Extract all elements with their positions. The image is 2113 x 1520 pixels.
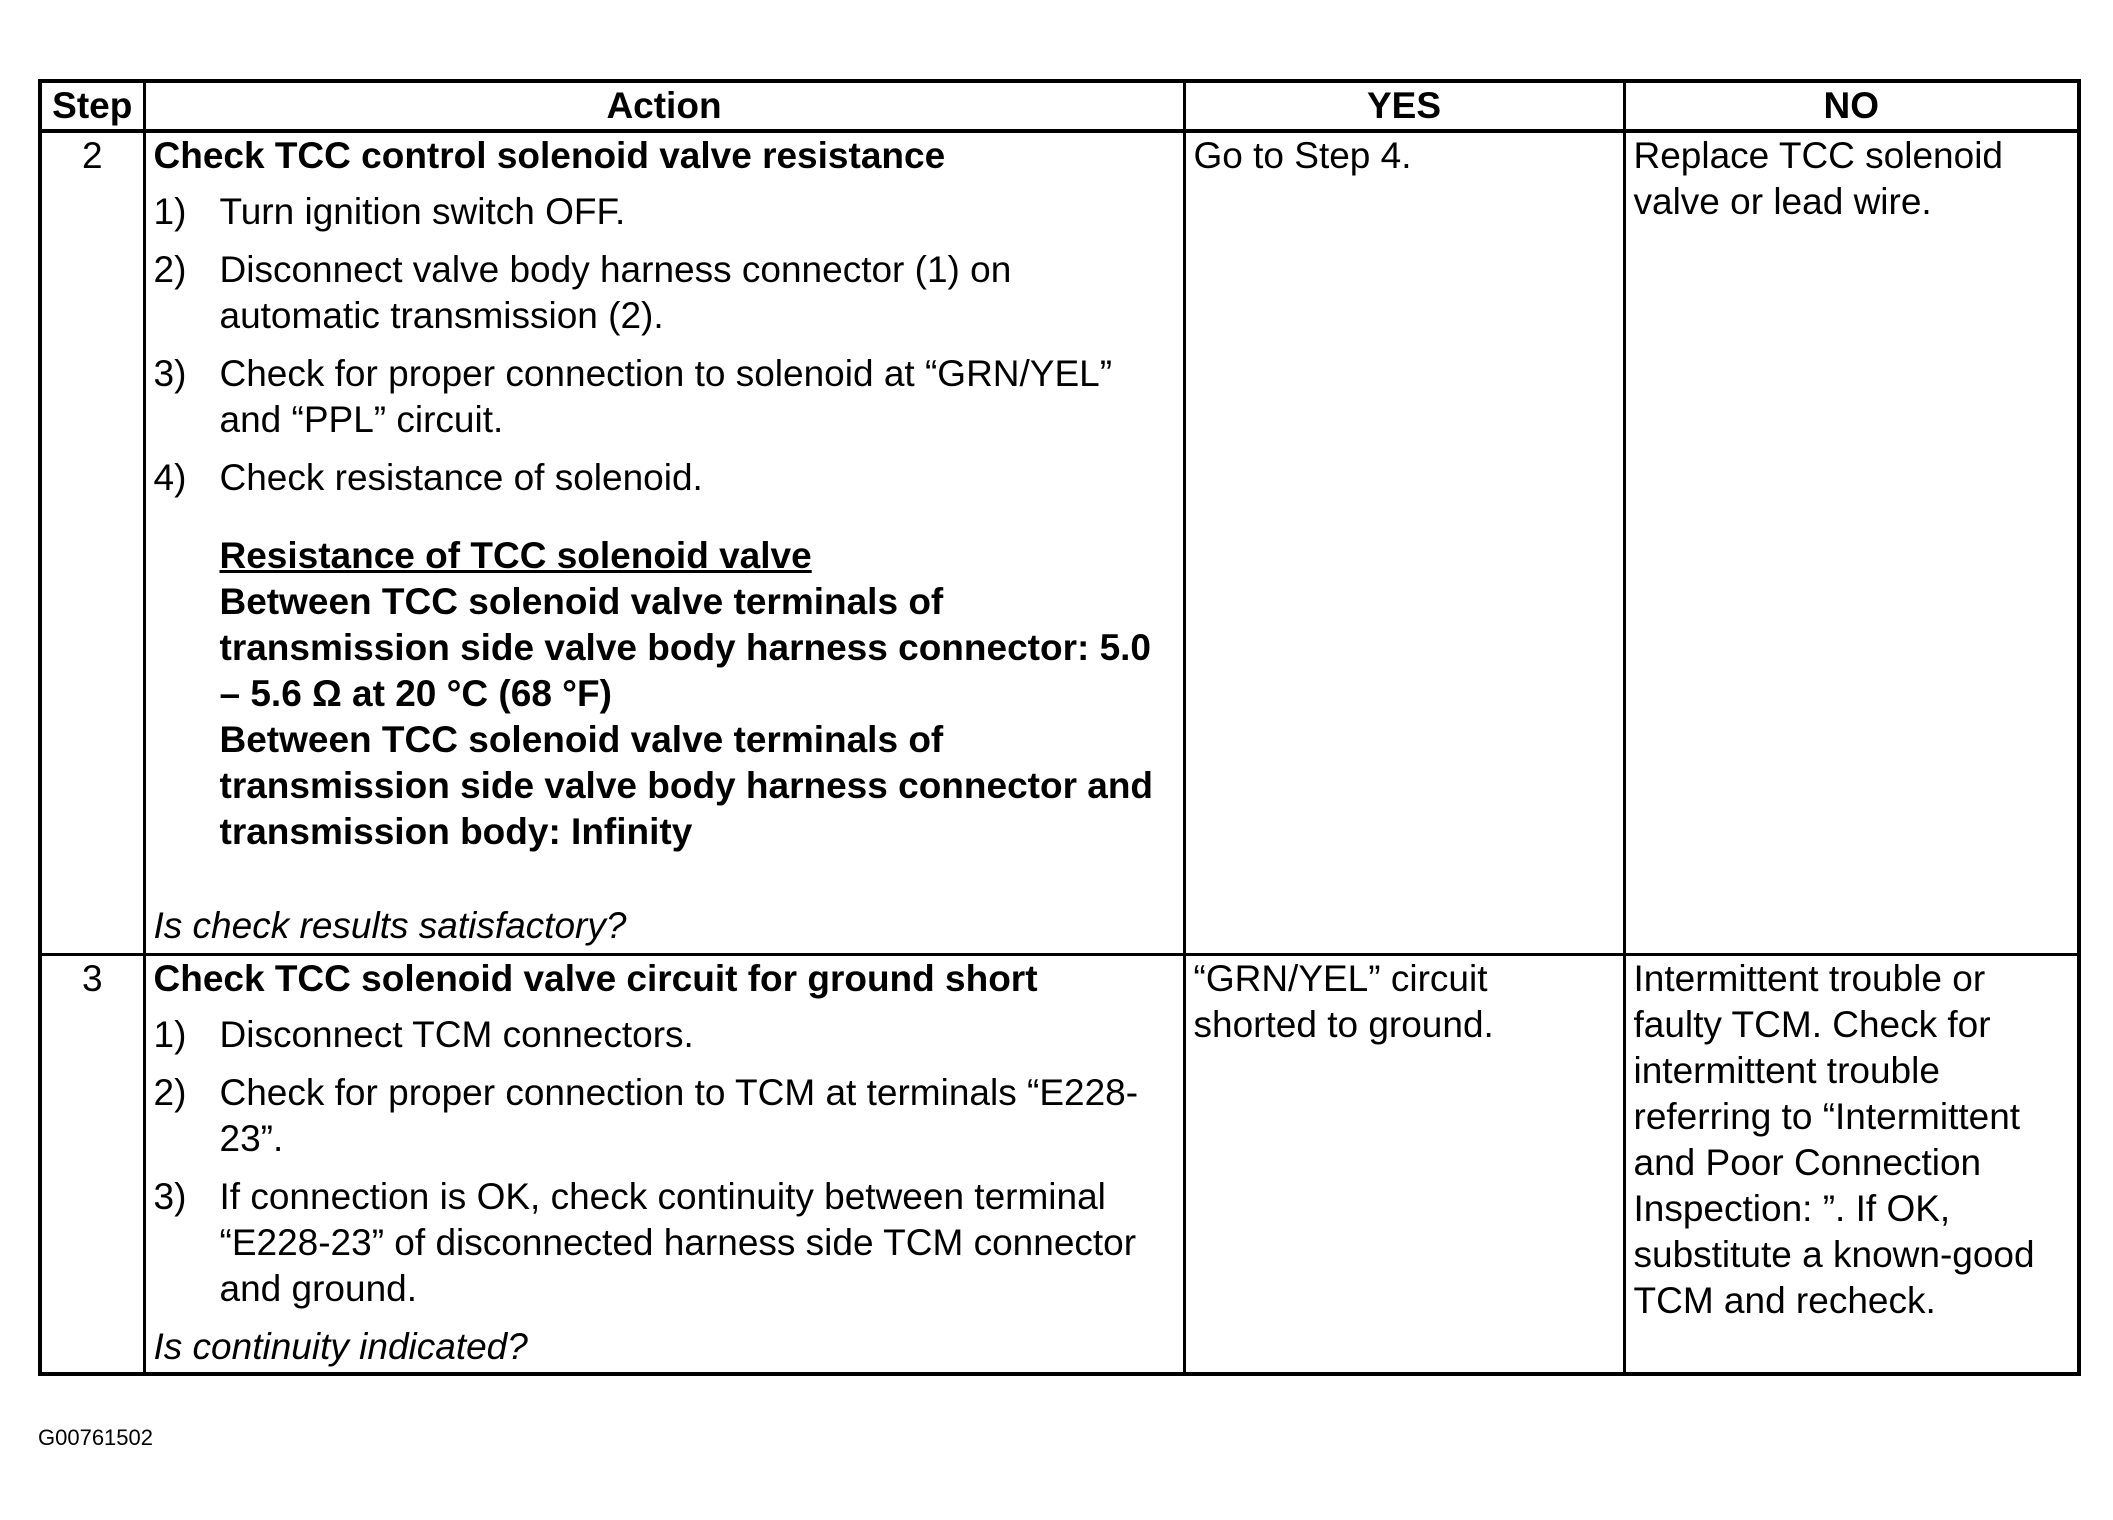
figure-code: G00761502 <box>38 1425 153 1450</box>
action-cell <box>144 131 1184 955</box>
spec-line: Between TCC solenoid valve terminals of transmission side valve body harness connector and transmission body: Infinity <box>219 719 1154 852</box>
sub-step-number: 2) <box>153 249 187 290</box>
sub-step-text: Turn ignition switch OFF. <box>219 191 626 232</box>
table-body <box>40 131 2079 1374</box>
sub-step-number: 2) <box>153 1072 187 1113</box>
no-cell <box>1624 955 2079 1375</box>
resistance-spec <box>220 533 1175 855</box>
sub-step-text: Check for proper connection to solenoid at “GRN/YEL” and “PPL” circuit. <box>219 353 1113 440</box>
sub-step-number: 4) <box>153 457 187 498</box>
sub-step-list <box>154 1012 1175 1312</box>
step-number: 2 <box>40 131 144 955</box>
sub-step <box>154 1174 1175 1312</box>
sub-step <box>154 351 1175 443</box>
diagnostic-table <box>38 79 2081 1376</box>
yes-text: “GRN/YEL” circuit shorted to ground. <box>1193 958 1494 1045</box>
no-text: Replace TCC solenoid valve or lead wire. <box>1633 135 2004 222</box>
yes-cell <box>1184 131 1624 955</box>
sub-step-text: Check resistance of solenoid. <box>219 457 703 498</box>
header-row <box>40 81 2079 131</box>
sub-step-text: Disconnect valve body harness connector (1) on automatic transmission (2). <box>219 249 1012 336</box>
sub-step <box>154 189 1175 235</box>
action-title: Check TCC control solenoid valve resistance <box>153 135 946 176</box>
header-step: Step <box>40 81 144 131</box>
sub-step <box>154 1070 1175 1162</box>
table-row-step-3 <box>40 955 2079 1375</box>
sub-step <box>154 455 1175 501</box>
sub-step-number: 3) <box>153 353 187 394</box>
no-text: Intermittent trouble or faulty TCM. Check for intermittent trouble referring to “Intermittent and Poor Connection Inspection: ”. If OK, substitute a known-good TCM and recheck. <box>1633 958 2035 1321</box>
header-no: NO <box>1624 81 2079 131</box>
header-yes: YES <box>1184 81 1624 131</box>
header-action: Action <box>144 81 1184 131</box>
spec-heading: Resistance of TCC solenoid valve <box>219 535 812 576</box>
sub-step <box>154 1012 1175 1058</box>
table-row-step-2 <box>40 131 2079 955</box>
no-cell <box>1624 131 2079 955</box>
action-cell <box>144 955 1184 1375</box>
yes-text: Go to Step 4. <box>1193 135 1412 176</box>
sub-step-number: 1) <box>153 1014 187 1055</box>
check-question: Is continuity indicated? <box>153 1326 528 1367</box>
sub-step <box>154 247 1175 339</box>
yes-cell <box>1184 955 1624 1375</box>
step-number: 3 <box>40 955 144 1375</box>
sub-step-text: If connection is OK, check continuity between terminal “E228-23” of disconnected harness side TCM connector and ground. <box>219 1176 1137 1309</box>
spec-line: Between TCC solenoid valve terminals of transmission side valve body harness connector: 5.0 – 5.6 Ω at 20 °C (68 °F) <box>219 581 1152 714</box>
table-header <box>40 81 2079 131</box>
sub-step-text: Check for proper connection to TCM at terminals “E228-23”. <box>219 1072 1139 1159</box>
action-title: Check TCC solenoid valve circuit for ground short <box>153 958 1038 999</box>
sub-step-list <box>154 189 1175 501</box>
check-question: Is check results satisfactory? <box>153 905 627 946</box>
sub-step-text: Disconnect TCM connectors. <box>219 1014 694 1055</box>
sub-step-number: 1) <box>153 191 187 232</box>
sub-step-number: 3) <box>153 1176 187 1217</box>
